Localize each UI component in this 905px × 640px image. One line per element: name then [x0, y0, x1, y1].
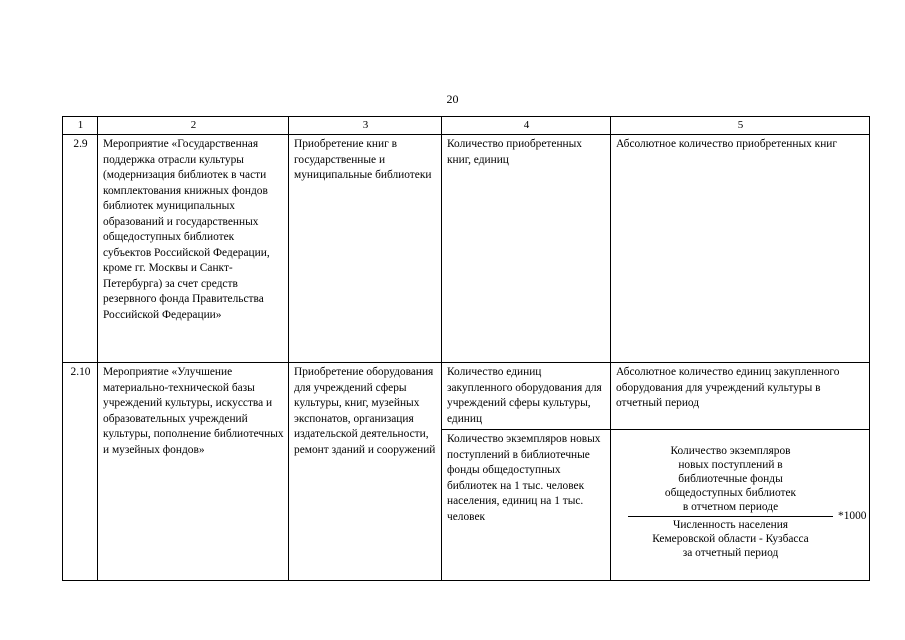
indicator-cell: Количество экземпляров новых поступлений в библиотечные фонды общедоступных библиотек на 1 тыс. человек населения, единиц на 1 тыс. человек [442, 430, 611, 581]
denominator-line: за отчетный период [682, 547, 779, 559]
method-cell: Абсолютное количество единиц закупленного оборудования для учреждений культуры в отчетный период [611, 363, 870, 430]
formula-multiplier: *1000 [838, 510, 867, 522]
numerator-line: общедоступных библиотек [664, 487, 797, 499]
indicator-cell: Количество единиц закупленного оборудования для учреждений сферы культуры, единиц [442, 363, 611, 430]
denominator-line: Кемеровской области - Кузбасса [652, 533, 809, 545]
fraction-line [628, 510, 867, 522]
formula-cell [611, 430, 870, 581]
formula-denominator [628, 518, 833, 560]
event-cell: Мероприятие «Государственная поддержка отрасли культуры (модернизация библиотек в части комплектования книжных фондов библиотек муниципальных образований и государственных общедоступных библиотек субъектов Российской Федерации, кроме гг. Москвы и Санкт-Петербурга) за счет средств резервного фонда Правительства Российской Федерации» [98, 135, 289, 363]
header-cell-4: 4 [442, 117, 611, 135]
row-number: 2.9 [63, 135, 98, 363]
row-number: 2.10 [63, 363, 98, 581]
indicators-table [62, 116, 870, 581]
denominator-line: Численность населения [672, 519, 789, 531]
header-cell-5: 5 [611, 117, 870, 135]
numerator-line: библиотечные фонды [678, 473, 783, 485]
method-cell: Абсолютное количество приобретенных книг [611, 135, 870, 363]
numerator-line: новых поступлений в [678, 459, 783, 471]
header-row [63, 117, 870, 135]
direction-cell: Приобретение книг в государственные и муниципальные библиотеки [289, 135, 442, 363]
event-cell: Мероприятие «Улучшение материально-технической базы учреждений культуры, искусства и образовательных учреждений культуры, пополнение библиотечных и музейных фондов» [98, 363, 289, 581]
formula [628, 444, 867, 560]
table-row [63, 135, 870, 363]
direction-cell: Приобретение оборудования для учреждений сферы культуры, книг, музейных экспонатов, организация издательской деятельности, ремонт зданий и сооружений [289, 363, 442, 581]
header-cell-1: 1 [63, 117, 98, 135]
numerator-line: в отчетном периоде [682, 501, 779, 513]
table-row [63, 363, 870, 430]
header-cell-3: 3 [289, 117, 442, 135]
indicator-cell: Количество приобретенных книг, единиц [442, 135, 611, 363]
formula-numerator [628, 444, 833, 514]
numerator-line: Количество экземпляров [670, 445, 791, 457]
header-cell-2: 2 [98, 117, 289, 135]
page-number: 20 [446, 92, 459, 106]
